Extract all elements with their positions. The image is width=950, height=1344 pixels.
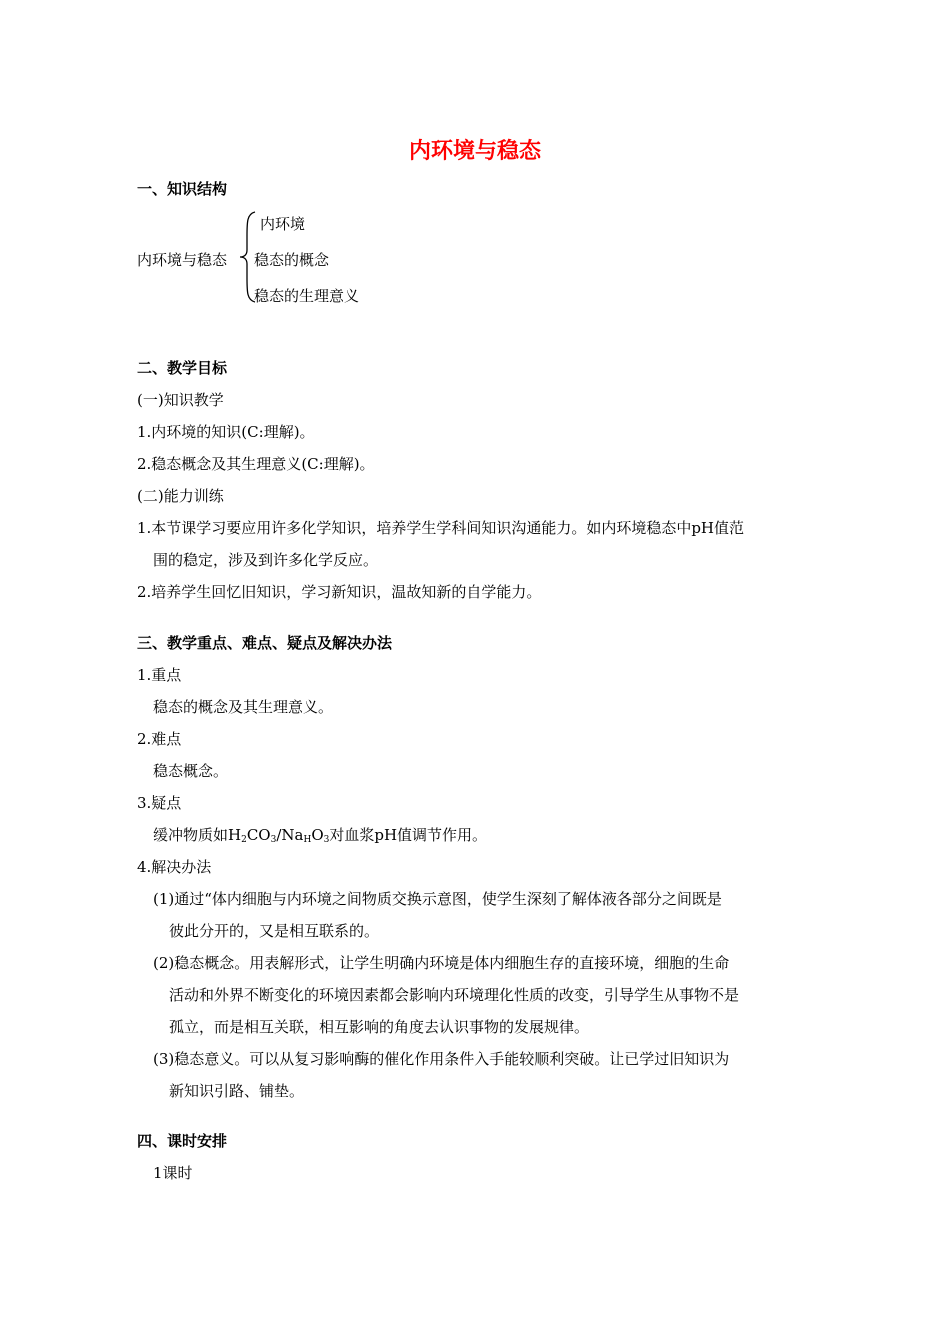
- section-heading-schedule: 四、课时安排: [137, 1132, 228, 1150]
- keypoint-text-3: [153, 824, 487, 845]
- schedule-text: 1课时: [153, 1164, 193, 1182]
- keypoint-text-1: 稳态的概念及其生理意义。: [153, 698, 334, 716]
- ability-item-1-line-2: 围的稳定，涉及到许多化学反应。: [153, 551, 379, 569]
- structure-branch-internal-environment: 内环境: [260, 215, 306, 233]
- ability-item-2: 2.培养学生回忆旧知识，学习新知识，温故知新的自学能力。: [137, 583, 542, 601]
- section-heading-keypoints: 三、教学重点、难点、疑点及解决办法: [137, 634, 393, 652]
- keypoint-label-4: 4.解决办法: [137, 858, 212, 876]
- subscript: 3: [270, 835, 277, 845]
- page-title: 内环境与稳态: [408, 139, 541, 164]
- ability-item-1-line-1: 1.本节课学习要应用许多化学知识，培养学生学科间知识沟通能力。如内环境稳态中pH值范: [137, 519, 744, 537]
- structure-branch-homeostasis-significance: 稳态的生理意义: [254, 287, 360, 305]
- subscript: 3: [323, 835, 330, 845]
- subscript: 2: [241, 835, 247, 845]
- structure-root: 内环境与稳态: [137, 251, 228, 269]
- section-heading-structure: 一、知识结构: [137, 180, 228, 198]
- solution-3-line-1: (3)稳态意义。可以从复习影响酶的催化作用条件入手能较顺利突破。让已学过旧知识为: [153, 1050, 730, 1068]
- ability-heading: (二)能力训练: [137, 487, 224, 505]
- solution-3-line-2: 新知识引路、铺垫。: [169, 1082, 305, 1100]
- buffer-text-pre: 缓冲物质如H: [153, 826, 242, 844]
- buffer-text-mid: CO: [246, 826, 271, 844]
- structure-branch-homeostasis-concept: 稳态的概念: [254, 251, 330, 269]
- section-heading-objectives: 二、教学目标: [137, 359, 228, 377]
- buffer-text-mid: O: [311, 826, 324, 844]
- keypoint-text-2: 稳态概念。: [153, 762, 229, 780]
- solution-2-line-3: 孤立，而是相互关联，相互影响的角度去认识事物的发展规律。: [169, 1018, 590, 1036]
- keypoint-label-1: 1.重点: [137, 666, 182, 684]
- buffer-text-mid: /Na: [276, 826, 304, 844]
- buffer-text-post: 对血浆pH值调节作用。: [329, 826, 488, 844]
- subscript: H: [303, 835, 312, 845]
- knowledge-item-2: 2.稳态概念及其生理意义(C:理解)。: [137, 455, 375, 473]
- keypoint-label-3: 3.疑点: [137, 794, 182, 812]
- solution-2-line-2: 活动和外界不断变化的环境因素都会影响内环境理化性质的改变，引导学生从事物不是: [169, 986, 740, 1004]
- solution-2-line-1: (2)稳态概念。用表解形式，让学生明确内环境是体内细胞生存的直接环境，细胞的生命: [153, 954, 730, 972]
- keypoint-label-2: 2.难点: [137, 730, 182, 748]
- knowledge-item-1: 1.内环境的知识(C:理解)。: [137, 423, 315, 441]
- knowledge-heading: (一)知识教学: [137, 391, 224, 409]
- solution-1-line-1: (1)通过“体内细胞与内环境之间物质交换示意图，使学生深刻了解体液各部分之间既是: [153, 890, 722, 908]
- solution-1-line-2: 彼此分开的，又是相互联系的。: [169, 922, 380, 940]
